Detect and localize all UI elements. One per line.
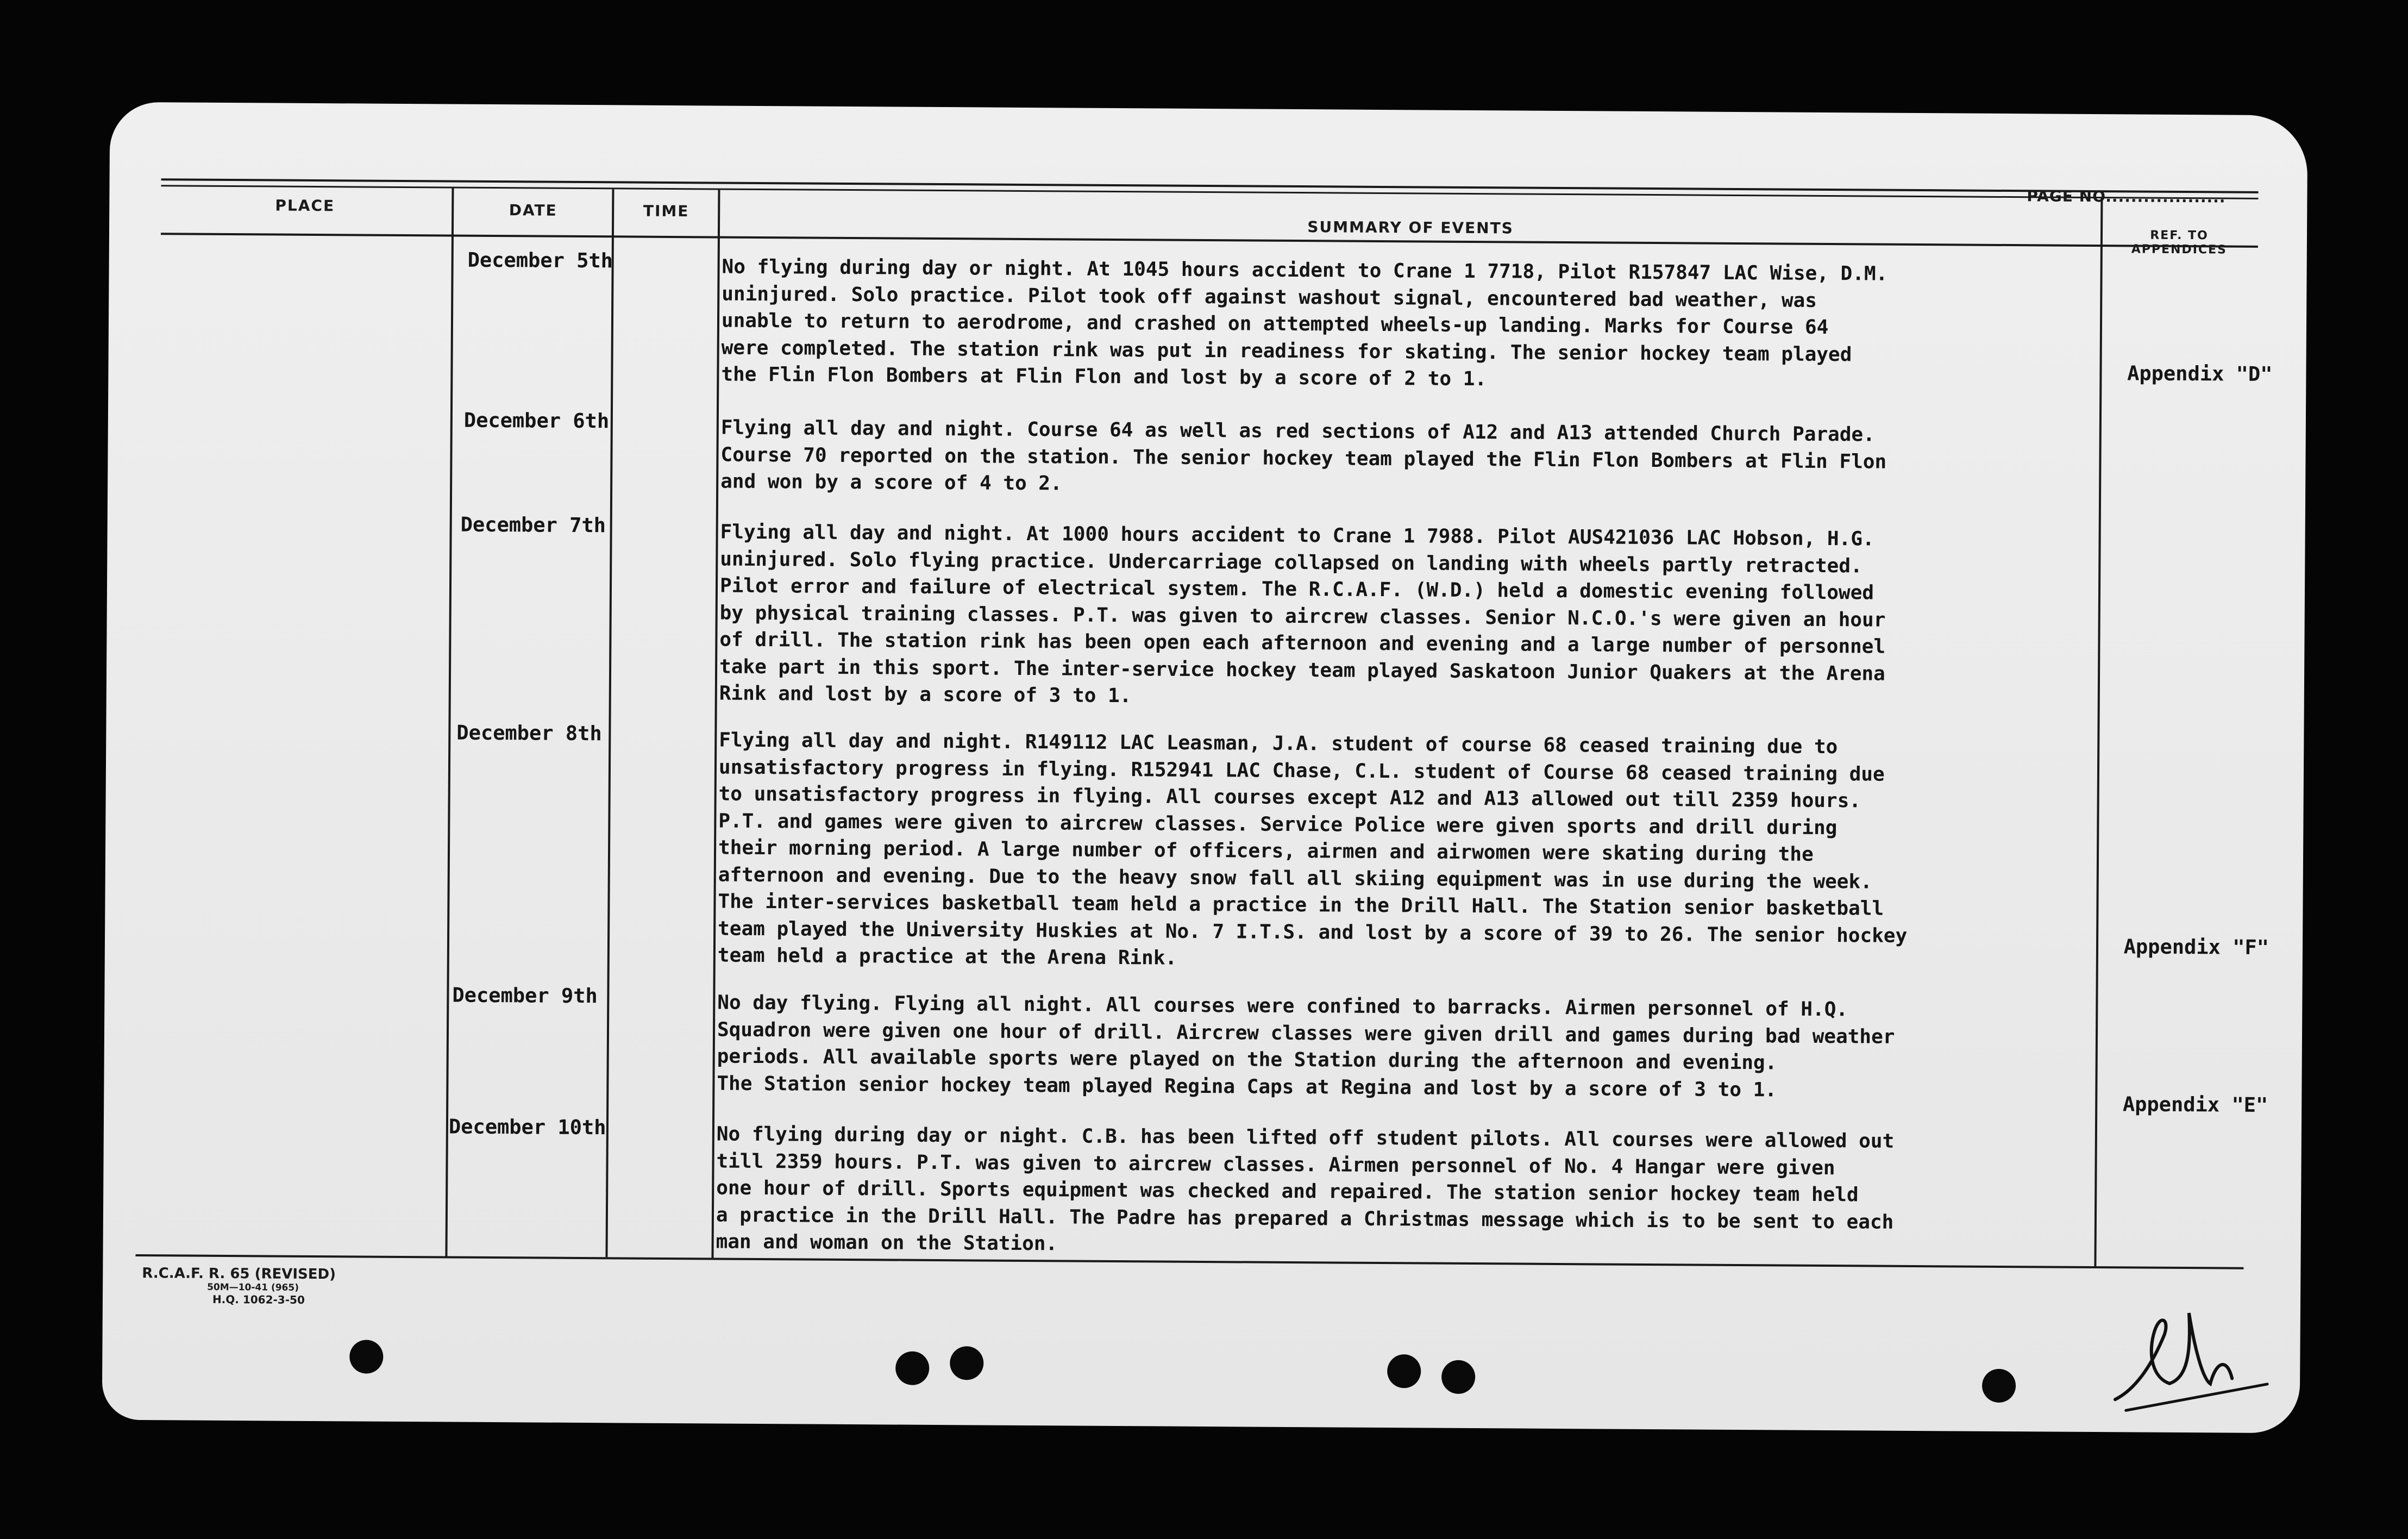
summary-line: Rink and lost by a score of 3 to 1. [719,682,1132,708]
punch-hole [1982,1369,2016,1403]
summary-line: uninjured. Solo flying practice. Undercarriage collapsed on landing with wheels partly retracted. [720,548,1863,577]
header-summary: SUMMARY OF EVENTS [1307,218,1514,237]
summary-line: Flying all day and night. R149112 LAC Leasman, J.A. student of course 68 ceased training due to [719,729,1838,759]
col-line-place [445,189,454,1256]
punch-hole [349,1340,383,1373]
entry-summary [716,1121,2064,1264]
entry-summary [720,415,2068,504]
entry-date: December 7th [460,512,606,537]
punch-hole [1387,1354,1421,1388]
summary-line: take part in this sport. The inter-service hockey team played Saskatoon Junior Quakers at the Arena [719,655,1885,685]
entry-summary [718,727,2067,978]
entry-date: December 10th [448,1115,606,1140]
summary-line: uninjured. Solo practice. Pilot took off against washout signal, encountered bad weather, was [722,283,1817,312]
col-line-date [605,189,614,1257]
summary-line: P.T. and games were given to aircrew classes. Service Police were given sports and drill during [718,810,1838,839]
record-form-sheet [102,102,2308,1434]
entry-date: December 5th [467,248,613,273]
entry-date: December 9th [452,983,598,1008]
summary-line: unable to return to aerodrome, and crashed on attempted wheels-up landing. Marks for Course 64 [721,309,1829,339]
summary-line: of drill. The station rink has been open each afternoon and evening and a large number of personnel [719,628,1886,658]
punch-hole [895,1352,929,1385]
summary-line: their morning period. A large number of officers, airmen and airwomen were skating during the [718,836,1814,866]
form-identifier [142,1265,336,1306]
summary-line: Course 70 reported on the station. The senior hockey team played the Flin Flon Bombers at Flin Flon [720,443,1887,473]
entry-summary [719,519,2068,716]
top-rule-thin [161,185,2258,199]
form-hq-code: H.Q. 1062-3-50 [212,1292,305,1306]
appendix-ref: Appendix "F" [2123,935,2269,959]
appendix-ref: Appendix "D" [2127,361,2273,386]
summary-line: the Flin Flon Bombers at Flin Flon and lost by a score of 2 to 1. [721,363,1487,391]
form-number: R.C.A.F. R. 65 (REVISED) [142,1265,336,1283]
summary-line: man and woman on the Station. [716,1230,1058,1255]
summary-line: team held a practice at the Arena Rink. [717,944,1177,969]
punch-hole [1441,1360,1475,1394]
col-line-summary [2094,198,2103,1266]
summary-line: were completed. The station rink was put in readiness for skating. The senior hockey team played [721,336,1852,366]
summary-line: unsatisfactory progress in flying. R152941 LAC Chase, C.L. student of Course 68 ceased training due [718,756,1885,786]
entry-summary [721,254,2069,397]
handwritten-initials [2093,1280,2279,1422]
summary-line: by physical training classes. P.T. was given to aircrew classes. Senior N.C.O.'s were given an hour [719,602,1886,631]
punch-hole [950,1346,983,1380]
col-line-time [711,190,720,1258]
summary-line: No day flying. Flying all night. All courses were confined to barracks. Airmen personnel of H.Q. [717,991,1848,1021]
summary-line: The Station senior hockey team played Regina Caps at Regina and lost by a score of 3 to 1. [717,1072,1777,1101]
header-date: DATE [509,201,557,220]
summary-line: Pilot error and failure of electrical system. The R.C.A.F. (W.D.) held a domestic evening followed [719,574,1874,604]
entry-date: December 6th [463,408,610,433]
page-number: PAGE NO................... [2027,187,2226,207]
summary-line: one hour of drill. Sports equipment was checked and repaired. The station senior hockey team held [716,1177,1859,1206]
appendix-ref: Appendix "E" [2122,1092,2268,1117]
entry-date: December 8th [456,721,602,746]
form-print-code: 50M—10-41 (965) [207,1281,299,1293]
summary-line: team played the University Huskies at No. 7 I.T.S. and lost by a score of 39 to 26. The senior hockey [718,917,1908,947]
summary-line: Flying all day and night. Course 64 as well as red sections of A12 and A13 attended Church Parade. [720,416,1875,446]
summary-line: to unsatisfactory progress in flying. All courses except A12 and A13 allowed out till 2359 hours. [718,783,1861,812]
summary-line: Flying all day and night. At 1000 hours accident to Crane 1 7988. Pilot AUS421036 LAC Hobson, H.G. [720,521,1874,550]
summary-line: No flying during day or night. C.B. has been lifted off student pilots. All courses were allowed out [716,1123,1895,1153]
summary-line: Squadron were given one hour of drill. Aircrew classes were given drill and games during bad weather [717,1018,1895,1048]
summary-line: No flying during day or night. At 1045 hours accident to Crane 1 7718, Pilot R157847 LAC Wise, D.M. [722,255,1888,285]
header-ref-appendices: REF. TO APPENDICES [2131,228,2228,257]
summary-line: periods. All available sports were played on the Station during the afternoon and evening. [717,1045,1777,1074]
summary-line: a practice in the Drill Hall. The Padre has prepared a Christmas message which is to be sent to each [716,1204,1894,1234]
summary-line: till 2359 hours. P.T. was given to aircrew classes. Airmen personnel of No. 4 Hangar were given [716,1150,1835,1179]
summary-line: and won by a score of 4 to 2. [720,470,1062,495]
header-place: PLACE [275,196,335,215]
header-time: TIME [643,202,689,221]
entry-summary [717,990,2065,1105]
summary-line: The inter-services basketball team held a practice in the Drill Hall. The Station senior basketball [718,890,1884,920]
summary-line: afternoon and evening. Due to the heavy snow fall all skiing equipment was in use during the week. [718,864,1872,893]
